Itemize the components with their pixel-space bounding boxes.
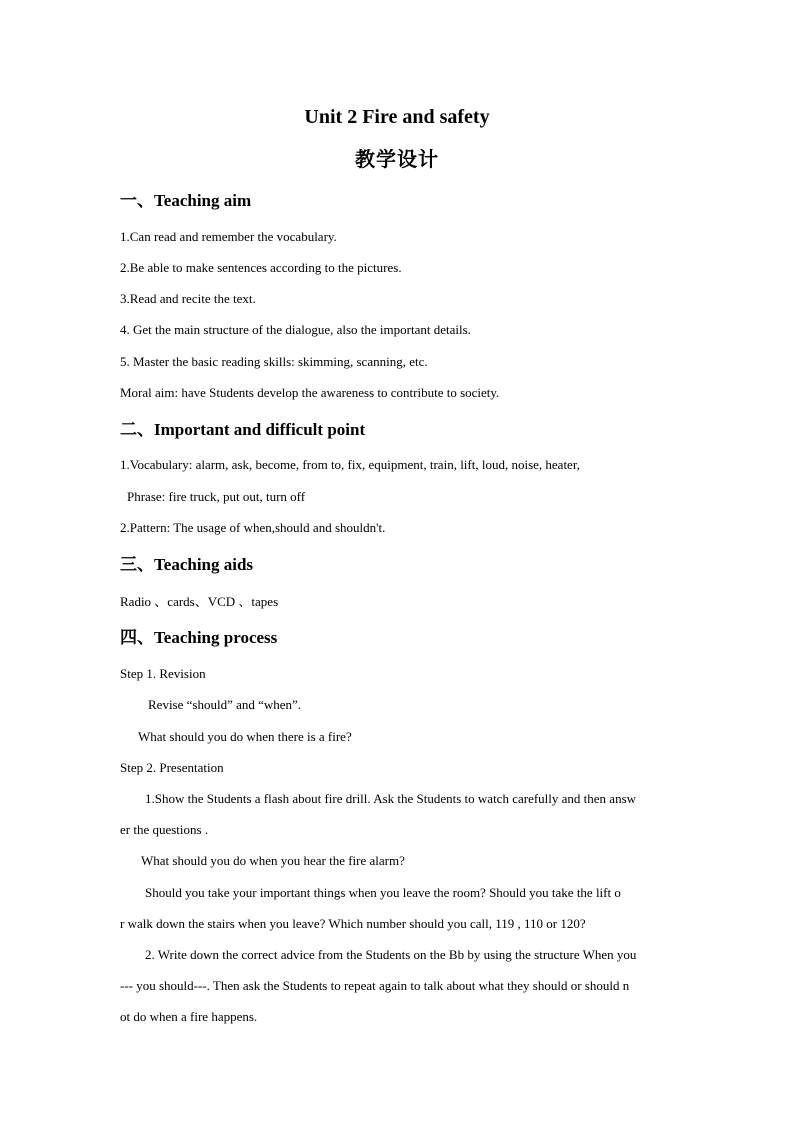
process-line-advice: 2. Write down the correct advice from the Students on the Bb by using the structure When you <box>145 947 637 962</box>
section-heading-teaching-aim <box>120 190 251 212</box>
point-line-phrase: Phrase: fire truck, put out, turn off <box>127 489 306 504</box>
process-line-happens: ot do when a fire happens. <box>120 1009 258 1024</box>
aim-line-moral: Moral aim: have Students develop the awareness to contribute to society. <box>120 385 500 400</box>
section-heading-important-point <box>120 419 365 441</box>
section-heading-teaching-aids <box>120 554 253 576</box>
section-title: Teaching process <box>154 628 278 647</box>
section-heading-teaching-process <box>120 627 277 649</box>
process-line-questions: er the questions . <box>120 822 209 837</box>
process-question-alarm: What should you do when you hear the fire alarm? <box>141 853 405 868</box>
section-number: 二、 <box>120 420 154 440</box>
process-question-stairs: r walk down the stairs when you leave? Which number should you call, 119 , 110 or 120? <box>120 916 586 931</box>
aim-line-1: 1.Can read and remember the vocabulary. <box>120 229 337 244</box>
point-line-vocabulary: 1.Vocabulary: alarm, ask, become, from to, fix, equipment, train, lift, loud, noise, heater, <box>120 457 580 472</box>
section-number: 四、 <box>120 628 154 648</box>
aim-line-2: 2.Be able to make sentences according to the pictures. <box>120 260 402 275</box>
process-question-fire: What should you do when there is a fire? <box>138 729 352 744</box>
process-line-flash: 1.Show the Students a flash about fire drill. Ask the Students to watch carefully and then answ <box>145 791 637 806</box>
aim-line-5: 5. Master the basic reading skills: skimming, scanning, etc. <box>120 354 428 369</box>
aids-line: Radio 、cards、VCD 、tapes <box>120 594 279 609</box>
section-title: Teaching aids <box>154 555 254 574</box>
document-title: Unit 2 Fire and safety <box>304 106 490 128</box>
section-title: Important and difficult point <box>154 420 366 439</box>
process-line-repeat: --- you should---. Then ask the Students to repeat again to talk about what they should or should n <box>120 978 630 993</box>
section-number: 三、 <box>120 555 154 575</box>
process-step-1: Step 1. Revision <box>120 666 206 681</box>
section-number: 一、 <box>120 191 154 211</box>
aim-line-4: 4. Get the main structure of the dialogue, also the important details. <box>120 322 471 337</box>
point-line-pattern: 2.Pattern: The usage of when,should and shouldn't. <box>120 520 386 535</box>
section-title: Teaching aim <box>154 191 252 210</box>
process-question-things: Should you take your important things when you leave the room? Should you take the lift o <box>145 885 621 900</box>
aim-line-3: 3.Read and recite the text. <box>120 291 256 306</box>
process-revise: Revise “should” and “when”. <box>148 697 302 712</box>
process-step-2: Step 2. Presentation <box>120 760 224 775</box>
document-subtitle: 教学设计 <box>355 147 439 171</box>
